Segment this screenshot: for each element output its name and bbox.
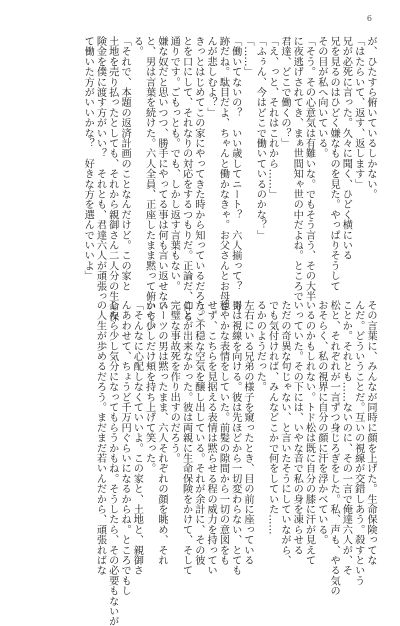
text-line: んが悲しむよ？」 (205, 36, 217, 118)
text-line: 跡だね。駄目だよ、ちゃんと働かなきゃ。お父さんとお母さ (217, 36, 229, 312)
text-line: んだ。どういうことだ。互いの視線が交錯しあう。殺すという (352, 300, 364, 586)
text-line: 完璧な事故死を作り出すのだろう。 (168, 300, 180, 464)
text-line: いっていた。その下には、いやな音で私の身を凍らせる (291, 300, 303, 555)
text-line: る。 (131, 36, 143, 57)
text-line: んあわせて、ちょうど千万円ぐらいになるからね。ところでもし (119, 300, 131, 596)
text-line: 左右にいる兄弟の様子を窺ったとき、目の前に座っている (242, 300, 254, 566)
text-line: でも気付ければ、みんなどこかで何をしていた…… (266, 300, 278, 535)
text-line: と、男は言葉を続けた。六人全員、正座したまま黙って俯いてい (143, 36, 155, 332)
text-line: の人生が歩めるだろう。まだまだ若いんだから、頑張ればな (94, 300, 106, 576)
text-line: 土地を売り払ったとしても、それから親御さん二人分の生命保 (106, 36, 118, 322)
text-line: 通りです。ごもっとも。でも、しかし返す言葉もない。 (168, 36, 180, 291)
text-line: 兄が必死に言った。久々に聞く、ひどく横にいる (340, 36, 352, 261)
text-line: スーツの男は黙ったまま、六人それぞれの顔を眺め、それ (155, 300, 167, 566)
upper-text-block (81, 36, 376, 332)
text-line: その言葉に、みんなが同時に顔を上げた。生命保険ってな (365, 300, 376, 566)
text-line: いるのかもしれない。トド松は既に自分の膝に汗が見えて (303, 300, 315, 566)
text-line: た。不穏な空気を醸し出している。それが余計に、その彼 (192, 300, 204, 566)
text-line: 嫌な奴だと思いつつ、勝手にやってる事は何も言い返せない (155, 36, 167, 312)
text-line: 「それで、本題の返済計画のことなんだけど。この家と (119, 36, 131, 291)
text-line: 君達、どこで働くの？」 (278, 36, 290, 149)
text-line: 「そう。その心意気は有難いな。でもそう言う、その大半 (303, 36, 315, 302)
text-line: て働いた方がいいかな？ 好きな方を選んでいいよ」 (82, 36, 94, 281)
text-line: したら少し気分になってもらうかもね。そうしたら、その必要もないが (106, 300, 118, 626)
text-line: 男は視線を向ける。彼は先ほどから一切変わらない、とても (229, 300, 241, 576)
page-number: 6 (366, 14, 372, 23)
text-line: 兄を見るのはひどく嫌なものを見た。やっぱりそうして (328, 36, 340, 291)
text-line: 「はたらいて、返す、返します」 (352, 36, 364, 189)
text-line: に夜逃げされてき、まぁ世間知ゃ世の中だよね。ところで (291, 36, 303, 302)
text-line: 「……」 (242, 36, 254, 77)
text-line: とを口にして、それなりの対応をするつもりだ。正論だ、仰る (180, 36, 192, 322)
lower-text-block (93, 300, 376, 626)
text-line: ただの奇異な句じゃない、と言いたそうにしていながら、 (278, 300, 290, 566)
text-line: が、ひたすら俯いているしかない。 (365, 36, 376, 200)
text-line: ことが出来なかった。彼は両親に生命保険をかけて、そして (180, 300, 192, 576)
text-line: 「そんなに心配しなくていいよ。この家と、土地と、親御さ (131, 300, 143, 576)
text-line: 「ふぅん、今はどこで働いているのかな？」 (254, 36, 266, 240)
text-line: から少しだけ頬を持ち上げて笑った。 (143, 300, 155, 474)
text-line: 険金を僕に渡す方がいい？ それとも、君達六人が頑張っ (94, 36, 106, 302)
text-line: 穏やかな表情をしていた。前髪の隙間から一切の意図をも (217, 300, 229, 566)
text-line: おそらく、私の視界に自分の顔に汗を浮かべている。 (315, 300, 327, 545)
text-line: 「え、っと、それはこれから……」 (266, 36, 278, 200)
text-line: 松と、それぞれが一言ずつ身じろぎをした。私、声も、やる気の (328, 300, 340, 596)
text-line: ことか。それとも……ないのに、その一言で俺達六人が、そ (340, 300, 352, 576)
text-line: 「働いてないの？ いい歳してニート？ 六人揃って？ 奇 (229, 36, 241, 312)
text-line: きっとはじめてこの家にやってきた時から知っているだろうこ (192, 36, 204, 322)
text-line: るかのようだった。 (254, 300, 266, 392)
text-line: せず、こちらを見据える表情は黙らせる程の威力を持ってい (205, 300, 217, 576)
text-line: その目が私へ向いている。 (315, 36, 327, 159)
